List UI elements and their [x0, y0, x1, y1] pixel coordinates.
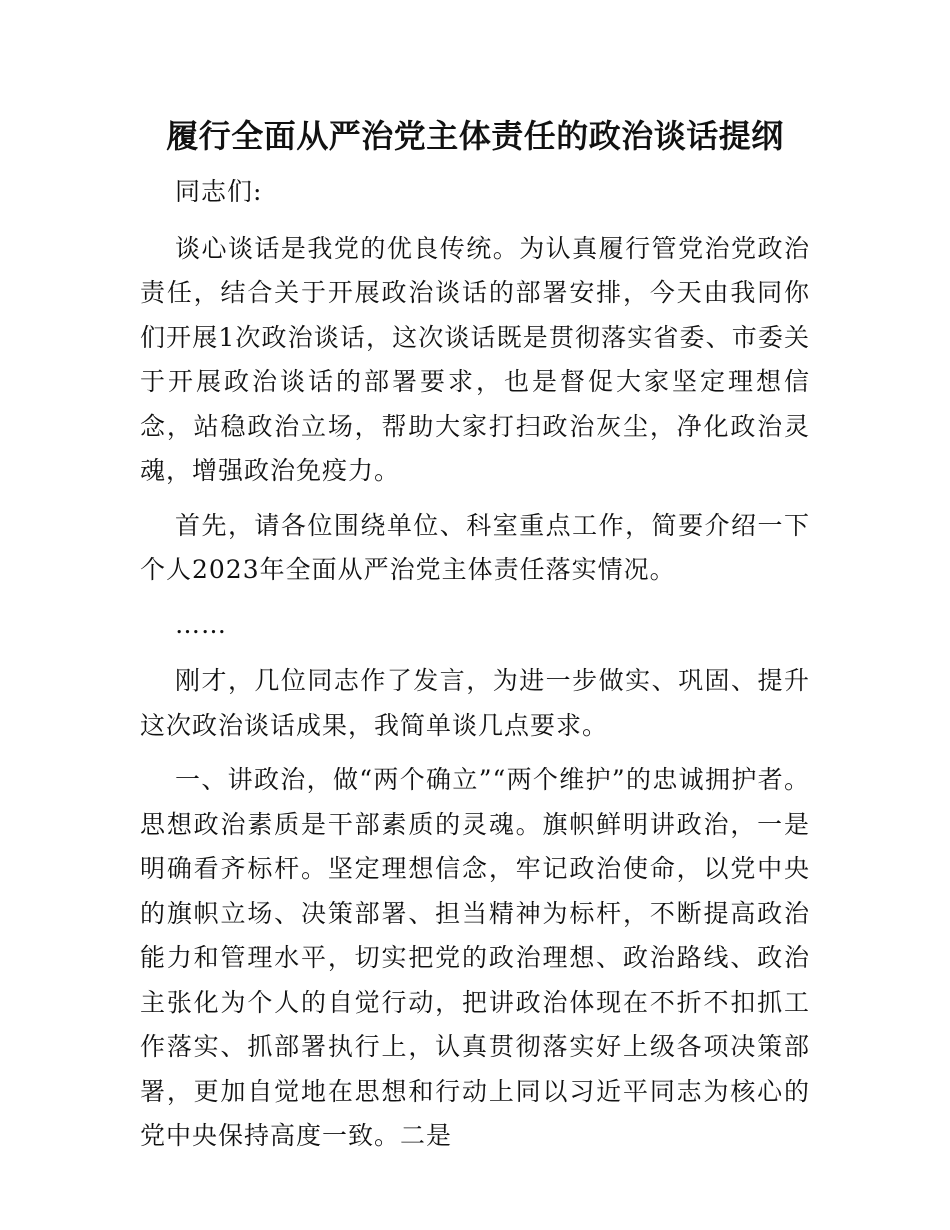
document-title: 履行全面从严治党主体责任的政治谈话提纲 — [166, 117, 784, 155]
paragraph: 刚才，几位同志作了发言，为进一步做实、巩固、提升这次政治谈话成果，我简单谈几点要求。 — [140, 666, 810, 740]
paragraph: 谈心谈话是我党的优良传统。为认真履行管党治党政治责任，结合关于开展政治谈话的部署安排，今天由我同你们开展1次政治谈话，这次谈话既是贯彻落实省委、市委关于开展政治谈话的部署要求，也是督促大家坚定理想信念，站稳政治立场，帮助大家打扫政治灰尘，净化政治灵魂，增强政治免疫力。 — [140, 233, 810, 485]
paragraph: 一、讲政治，做“两个确立”“两个维护”的忠诚拥护者。思想政治素质是干部素质的灵魂。旗帜鲜明讲政治，一是明确看齐标杆。坚定理想信念，牢记政治使命，以党中央的旗帜立场、决策部署、担当精神为标杆，不断提高政治能力和管理水平，切实把党的政治理想、政治路线、政治主张化为个人的自觉行动，把讲政治体现在不折不扣抓工作落实、抓部署执行上，认真贯彻落实好上级各项决策部署，更加自觉地在思想和行动上同以习近平同志为核心的党中央保持高度一致。二是 — [140, 765, 810, 1150]
document-body — [140, 170, 810, 1169]
salutation: 同志们: — [175, 177, 263, 206]
paragraph: 首先，请各位围绕单位、科室重点工作，简要介绍一下个人2023年全面从严治党主体责任落实情况。 — [140, 510, 810, 584]
ellipsis: …… — [175, 609, 227, 639]
